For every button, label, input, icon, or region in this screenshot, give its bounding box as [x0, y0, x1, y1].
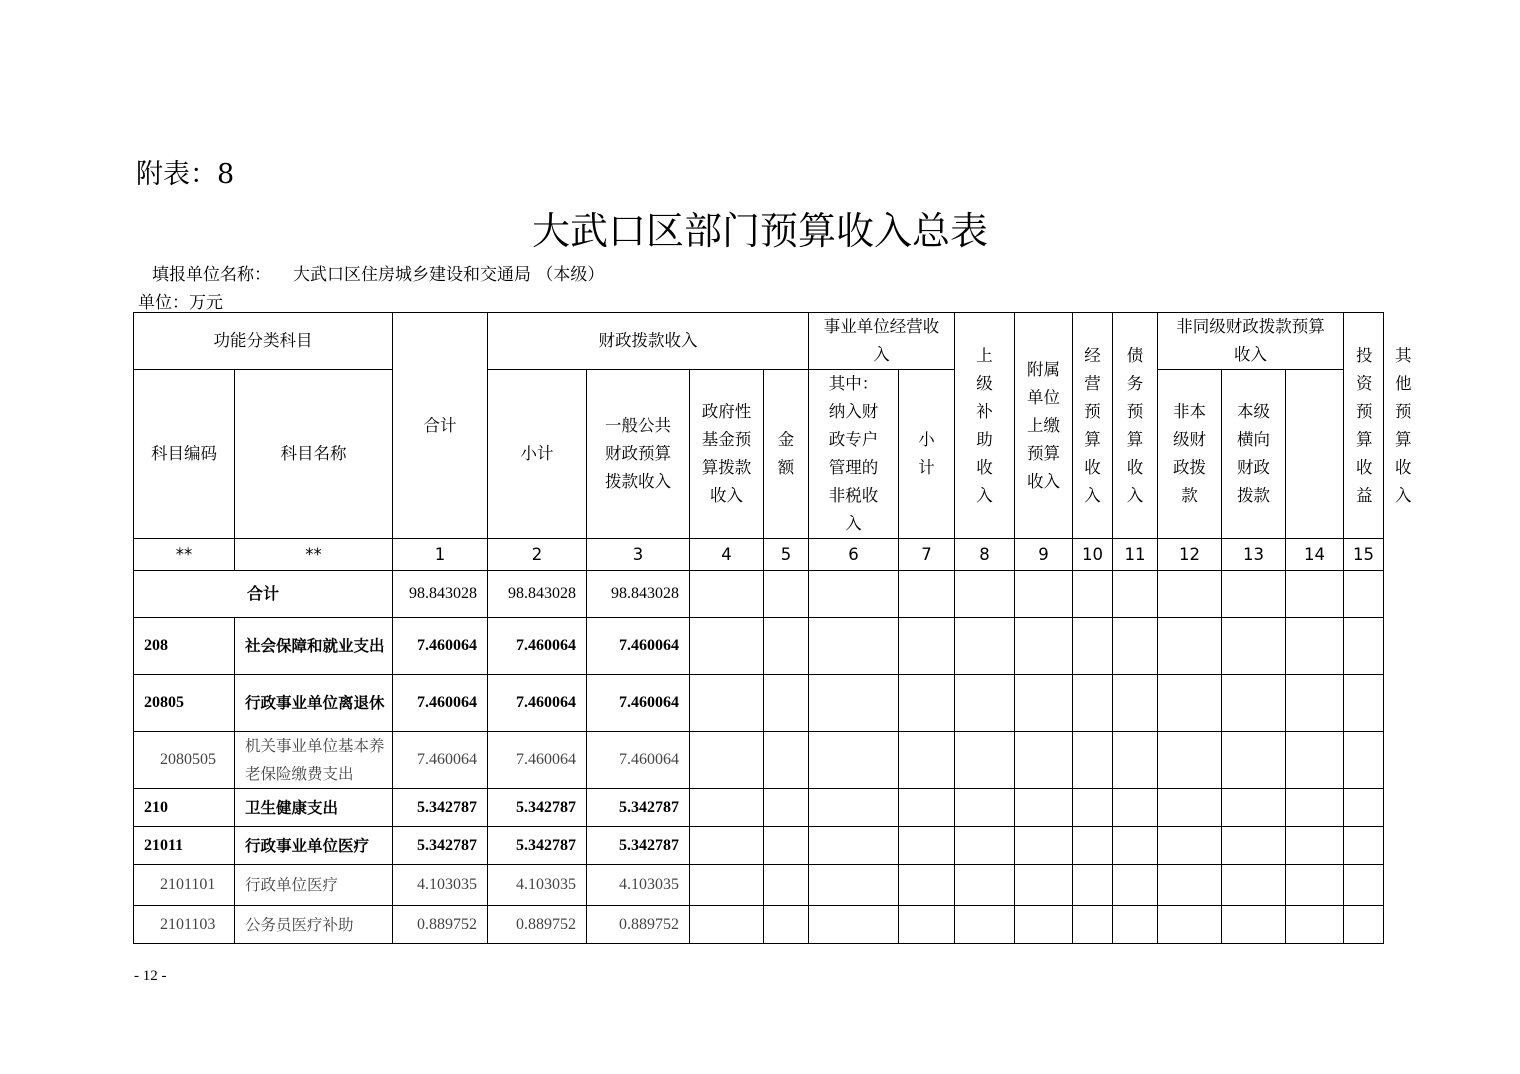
- row-code: 208: [134, 618, 235, 675]
- col-number: 9: [1015, 539, 1073, 571]
- empty-cell: [955, 571, 1015, 618]
- header-np-nonlocal: 非本级财政拨款: [1158, 370, 1222, 539]
- header-row-1: 功能分类科目 合计 财政拨款收入 事业单位经营收入 上级补助收入 附属单位上缴预算收入 经营预算收入 债务预算收入 非同级财政拨款预算收入 投资预算收益 其他预算收入: [134, 313, 1384, 370]
- empty-cell: [1286, 618, 1344, 675]
- empty-cell: [1113, 618, 1158, 675]
- empty-cell: [809, 906, 899, 944]
- table-row: [134, 906, 1384, 944]
- general-cell: 7.460064: [587, 618, 690, 675]
- header-nonpeer: 非同级财政拨款预算收入: [1158, 313, 1344, 370]
- total-cell: 7.460064: [393, 618, 488, 675]
- empty-cell: [764, 827, 809, 865]
- table-row: [134, 789, 1384, 827]
- empty-cell: [1158, 618, 1222, 675]
- total-cell: 98.843028: [393, 571, 488, 618]
- subtotal-cell: 98.843028: [488, 571, 587, 618]
- empty-cell: [1015, 827, 1073, 865]
- row-code: 210: [134, 789, 235, 827]
- empty-cell: [1222, 732, 1286, 789]
- empty-cell: [899, 789, 955, 827]
- empty-cell: [1015, 675, 1073, 732]
- empty-cell: [1073, 675, 1113, 732]
- empty-cell: [1113, 865, 1158, 906]
- col-number: 4: [690, 539, 764, 571]
- empty-cell: [690, 827, 764, 865]
- empty-cell: [1073, 732, 1113, 789]
- col-number: 12: [1158, 539, 1222, 571]
- col-number: 15: [1344, 539, 1384, 571]
- empty-cell: [809, 827, 899, 865]
- subtotal-cell: 5.342787: [488, 827, 587, 865]
- empty-cell: [1073, 865, 1113, 906]
- subtotal-cell: 0.889752: [488, 906, 587, 944]
- empty-cell: [690, 732, 764, 789]
- general-cell: 5.342787: [587, 789, 690, 827]
- total-row: [134, 571, 1384, 618]
- header-general: 一般公共财政预算拨款收入: [587, 370, 690, 539]
- table-row: [134, 827, 1384, 865]
- header-debt: 债务预算收入: [1113, 313, 1158, 539]
- empty-cell: [1158, 789, 1222, 827]
- empty-cell: [1113, 789, 1158, 827]
- general-cell: 5.342787: [587, 827, 690, 865]
- col-number: 11: [1113, 539, 1158, 571]
- empty-cell: [1015, 789, 1073, 827]
- empty-cell: [764, 675, 809, 732]
- empty-cell: [764, 571, 809, 618]
- empty-cell: [1158, 865, 1222, 906]
- empty-cell: [1015, 732, 1073, 789]
- empty-cell: [899, 618, 955, 675]
- total-cell: 7.460064: [393, 675, 488, 732]
- header-np-subtotal: 小计: [899, 370, 955, 539]
- col-number: 10: [1073, 539, 1113, 571]
- page-number: - 12 -: [134, 968, 167, 984]
- row-name: 行政单位医疗: [235, 865, 393, 906]
- subtotal-cell: 7.460064: [488, 675, 587, 732]
- empty-cell: [764, 789, 809, 827]
- total-cell: 0.889752: [393, 906, 488, 944]
- general-cell: 7.460064: [587, 732, 690, 789]
- empty-cell: [1015, 571, 1073, 618]
- empty-cell: [955, 618, 1015, 675]
- empty-cell: [955, 789, 1015, 827]
- empty-cell: [1344, 827, 1384, 865]
- empty-cell: [1222, 789, 1286, 827]
- empty-cell: [1158, 571, 1222, 618]
- empty-cell: [764, 618, 809, 675]
- empty-cell: [1286, 675, 1344, 732]
- header-affiliated: 附属单位上缴预算收入: [1015, 313, 1073, 539]
- empty-cell: [809, 675, 899, 732]
- empty-cell: [1113, 571, 1158, 618]
- col-number: 1: [393, 539, 488, 571]
- general-cell: 4.103035: [587, 865, 690, 906]
- empty-cell: [809, 571, 899, 618]
- empty-cell: [955, 827, 1015, 865]
- header-func-class: 功能分类科目: [134, 313, 393, 370]
- row-code: 20805: [134, 675, 235, 732]
- table-row: [134, 618, 1384, 675]
- budget-table: [133, 312, 1412, 944]
- empty-cell: [1222, 618, 1286, 675]
- row-name: 机关事业单位基本养老保险缴费支出: [235, 732, 393, 789]
- empty-cell: [690, 571, 764, 618]
- header-invest: 投资预算收益: [1344, 313, 1384, 539]
- empty-cell: [1113, 906, 1158, 944]
- empty-cell: [899, 571, 955, 618]
- empty-cell: [955, 906, 1015, 944]
- filler-org: 大武口区住房城乡建设和交通局 （本级）: [293, 265, 605, 285]
- empty-cell: [1222, 675, 1286, 732]
- col-number: 6: [809, 539, 899, 571]
- row-code: 21011: [134, 827, 235, 865]
- col-number: 13: [1222, 539, 1286, 571]
- subtotal-cell: 5.342787: [488, 789, 587, 827]
- col-number: 7: [899, 539, 955, 571]
- row-name: 社会保障和就业支出: [235, 618, 393, 675]
- empty-cell: [1073, 827, 1113, 865]
- empty-cell: [899, 865, 955, 906]
- empty-cell: [1073, 906, 1113, 944]
- page-title: 大武口区部门预算收入总表: [531, 209, 988, 253]
- header-upper-subsidy: 上级补助收入: [955, 313, 1015, 539]
- empty-cell: [1222, 827, 1286, 865]
- header-fiscal: 财政拨款收入: [488, 313, 809, 370]
- empty-cell: [955, 865, 1015, 906]
- empty-cell: [1344, 789, 1384, 827]
- row-code: 2101103: [134, 906, 235, 944]
- empty-cell: [1015, 865, 1073, 906]
- header-subtotal: 小计: [488, 370, 587, 539]
- filler-label: 填报单位名称：: [152, 265, 271, 285]
- empty-cell: [690, 618, 764, 675]
- header-np-horizontal: 本级横向财政拨款: [1222, 370, 1286, 539]
- general-cell: 0.889752: [587, 906, 690, 944]
- empty-cell: [955, 675, 1015, 732]
- empty-cell: [1286, 827, 1344, 865]
- row-name: 卫生健康支出: [235, 789, 393, 827]
- header-inst-ops: 事业单位经营收入: [809, 313, 955, 370]
- empty-cell: [1073, 618, 1113, 675]
- col-number: 14: [1286, 539, 1344, 571]
- empty-cell: [809, 865, 899, 906]
- header-amount: 金额: [764, 370, 809, 539]
- subtotal-cell: 4.103035: [488, 865, 587, 906]
- col-number: **: [235, 539, 393, 571]
- total-cell: 5.342787: [393, 827, 488, 865]
- empty-cell: [1344, 675, 1384, 732]
- table-row: [134, 675, 1384, 732]
- empty-cell: [1286, 732, 1344, 789]
- header-including: 其中：纳入财政专户管理的非税收入: [809, 370, 899, 539]
- empty-cell: [1286, 571, 1344, 618]
- total-cell: 7.460064: [393, 732, 488, 789]
- header-row-2: [134, 370, 1384, 539]
- row-code: 2080505: [134, 732, 235, 789]
- empty-cell: [690, 789, 764, 827]
- row-code: 2101101: [134, 865, 235, 906]
- column-number-row: [134, 539, 1384, 571]
- general-cell: 98.843028: [587, 571, 690, 618]
- empty-cell: [809, 789, 899, 827]
- col-number: 3: [587, 539, 690, 571]
- col-number: **: [134, 539, 235, 571]
- empty-cell: [1158, 675, 1222, 732]
- empty-cell: [899, 732, 955, 789]
- total-cell: 4.103035: [393, 865, 488, 906]
- total-label: 合计: [134, 571, 393, 618]
- empty-cell: [764, 732, 809, 789]
- header-operating: 经营预算收入: [1073, 313, 1113, 539]
- empty-cell: [809, 732, 899, 789]
- row-name: 行政事业单位医疗: [235, 827, 393, 865]
- empty-cell: [955, 732, 1015, 789]
- empty-cell: [1113, 675, 1158, 732]
- filler-line: [152, 260, 604, 285]
- empty-cell: [1073, 571, 1113, 618]
- header-gov-fund: 政府性基金预算拨款收入: [690, 370, 764, 539]
- appendix-label: 附表：8: [136, 159, 235, 190]
- empty-cell: [1344, 571, 1384, 618]
- empty-cell: [899, 906, 955, 944]
- table-row: [134, 732, 1384, 789]
- col-number: 8: [955, 539, 1015, 571]
- empty-cell: [1286, 789, 1344, 827]
- empty-cell: [764, 865, 809, 906]
- empty-cell: [1158, 732, 1222, 789]
- row-name: 行政事业单位离退休: [235, 675, 393, 732]
- empty-cell: [1158, 906, 1222, 944]
- empty-cell: [1222, 906, 1286, 944]
- empty-cell: [1286, 865, 1344, 906]
- row-name: 公务员医疗补助: [235, 906, 393, 944]
- empty-cell: [1113, 827, 1158, 865]
- empty-cell: [1073, 789, 1113, 827]
- empty-cell: [1113, 732, 1158, 789]
- empty-cell: [1015, 906, 1073, 944]
- empty-cell: [690, 906, 764, 944]
- empty-cell: [899, 675, 955, 732]
- empty-cell: [1015, 618, 1073, 675]
- empty-cell: [1344, 865, 1384, 906]
- empty-cell: [1286, 906, 1344, 944]
- empty-cell: [1344, 906, 1384, 944]
- empty-cell: [1222, 571, 1286, 618]
- empty-cell: [690, 865, 764, 906]
- table-row: [134, 865, 1384, 906]
- col-number: 2: [488, 539, 587, 571]
- total-cell: 5.342787: [393, 789, 488, 827]
- empty-cell: [1344, 618, 1384, 675]
- empty-cell: [899, 827, 955, 865]
- empty-cell: [809, 618, 899, 675]
- header-total: 合计: [393, 313, 488, 539]
- empty-cell: [1222, 865, 1286, 906]
- header-code: 科目编码: [134, 370, 235, 539]
- empty-cell: [1158, 827, 1222, 865]
- empty-cell: [764, 906, 809, 944]
- subtotal-cell: 7.460064: [488, 732, 587, 789]
- header-name: 科目名称: [235, 370, 393, 539]
- col-number: 5: [764, 539, 809, 571]
- empty-cell: [690, 675, 764, 732]
- empty-cell: [1344, 732, 1384, 789]
- subtotal-cell: 7.460064: [488, 618, 587, 675]
- general-cell: 7.460064: [587, 675, 690, 732]
- unit-label: 单位：万元: [138, 293, 223, 313]
